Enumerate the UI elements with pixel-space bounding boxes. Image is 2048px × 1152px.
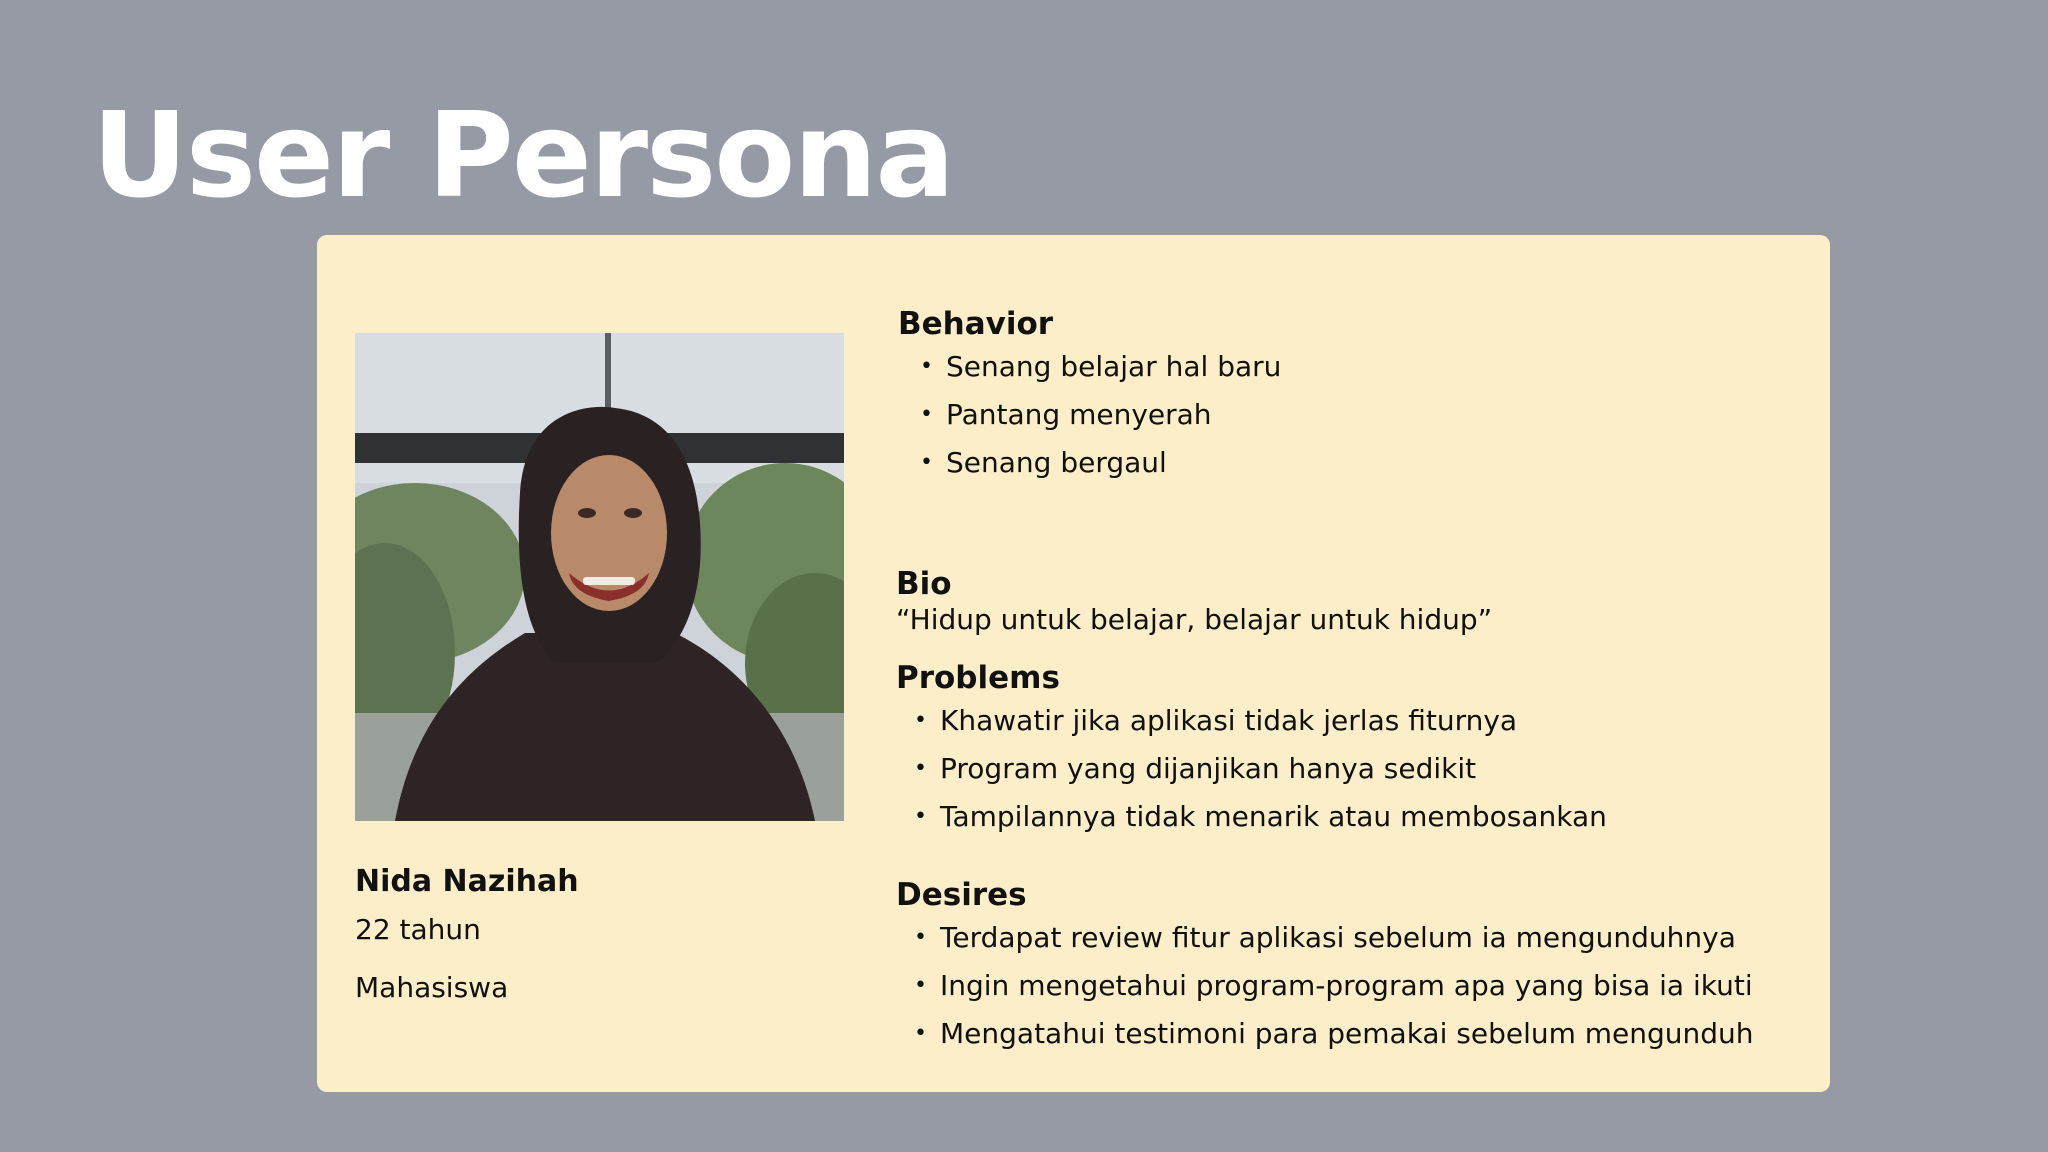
list-item: • Program yang dijanjikan hanya sedikit bbox=[914, 751, 1607, 787]
list-item: • Mengatahui testimoni para pemakai sebelum mengunduh bbox=[914, 1016, 1754, 1052]
behavior-heading: Behavior bbox=[898, 306, 1054, 342]
list-item: • Pantang menyerah bbox=[920, 397, 1281, 433]
persona-age: 22 tahun bbox=[355, 913, 481, 946]
persona-identity bbox=[355, 862, 579, 1008]
persona-photo bbox=[355, 333, 844, 821]
problems-section bbox=[896, 659, 1607, 835]
problems-list bbox=[914, 703, 1607, 835]
behavior-list bbox=[920, 349, 1281, 481]
desires-section bbox=[896, 876, 1754, 1052]
persona-name: Nida Nazihah bbox=[355, 864, 579, 899]
list-item: • Tampilannya tidak menarik atau membosankan bbox=[914, 799, 1607, 835]
list-item: • Khawatir jika aplikasi tidak jerlas fiturnya bbox=[914, 703, 1607, 739]
persona-occupation: Mahasiswa bbox=[355, 971, 509, 1004]
bio-section bbox=[896, 565, 1492, 637]
list-item: • Terdapat review fitur aplikasi sebelum ia mengunduhnya bbox=[914, 920, 1754, 956]
bio-quote: “Hidup untuk belajar, belajar untuk hidup” bbox=[896, 603, 1493, 636]
page-title: User Persona bbox=[92, 86, 953, 224]
desires-list bbox=[914, 920, 1754, 1052]
list-item: • Senang bergaul bbox=[920, 445, 1281, 481]
desires-heading: Desires bbox=[896, 877, 1027, 913]
list-item: • Ingin mengetahui program-program apa yang bisa ia ikuti bbox=[914, 968, 1754, 1004]
behavior-section bbox=[898, 305, 1281, 481]
problems-heading: Problems bbox=[896, 660, 1060, 696]
persona-card bbox=[317, 235, 1830, 1092]
bio-heading: Bio bbox=[896, 566, 952, 602]
list-item: • Senang belajar hal baru bbox=[920, 349, 1281, 385]
